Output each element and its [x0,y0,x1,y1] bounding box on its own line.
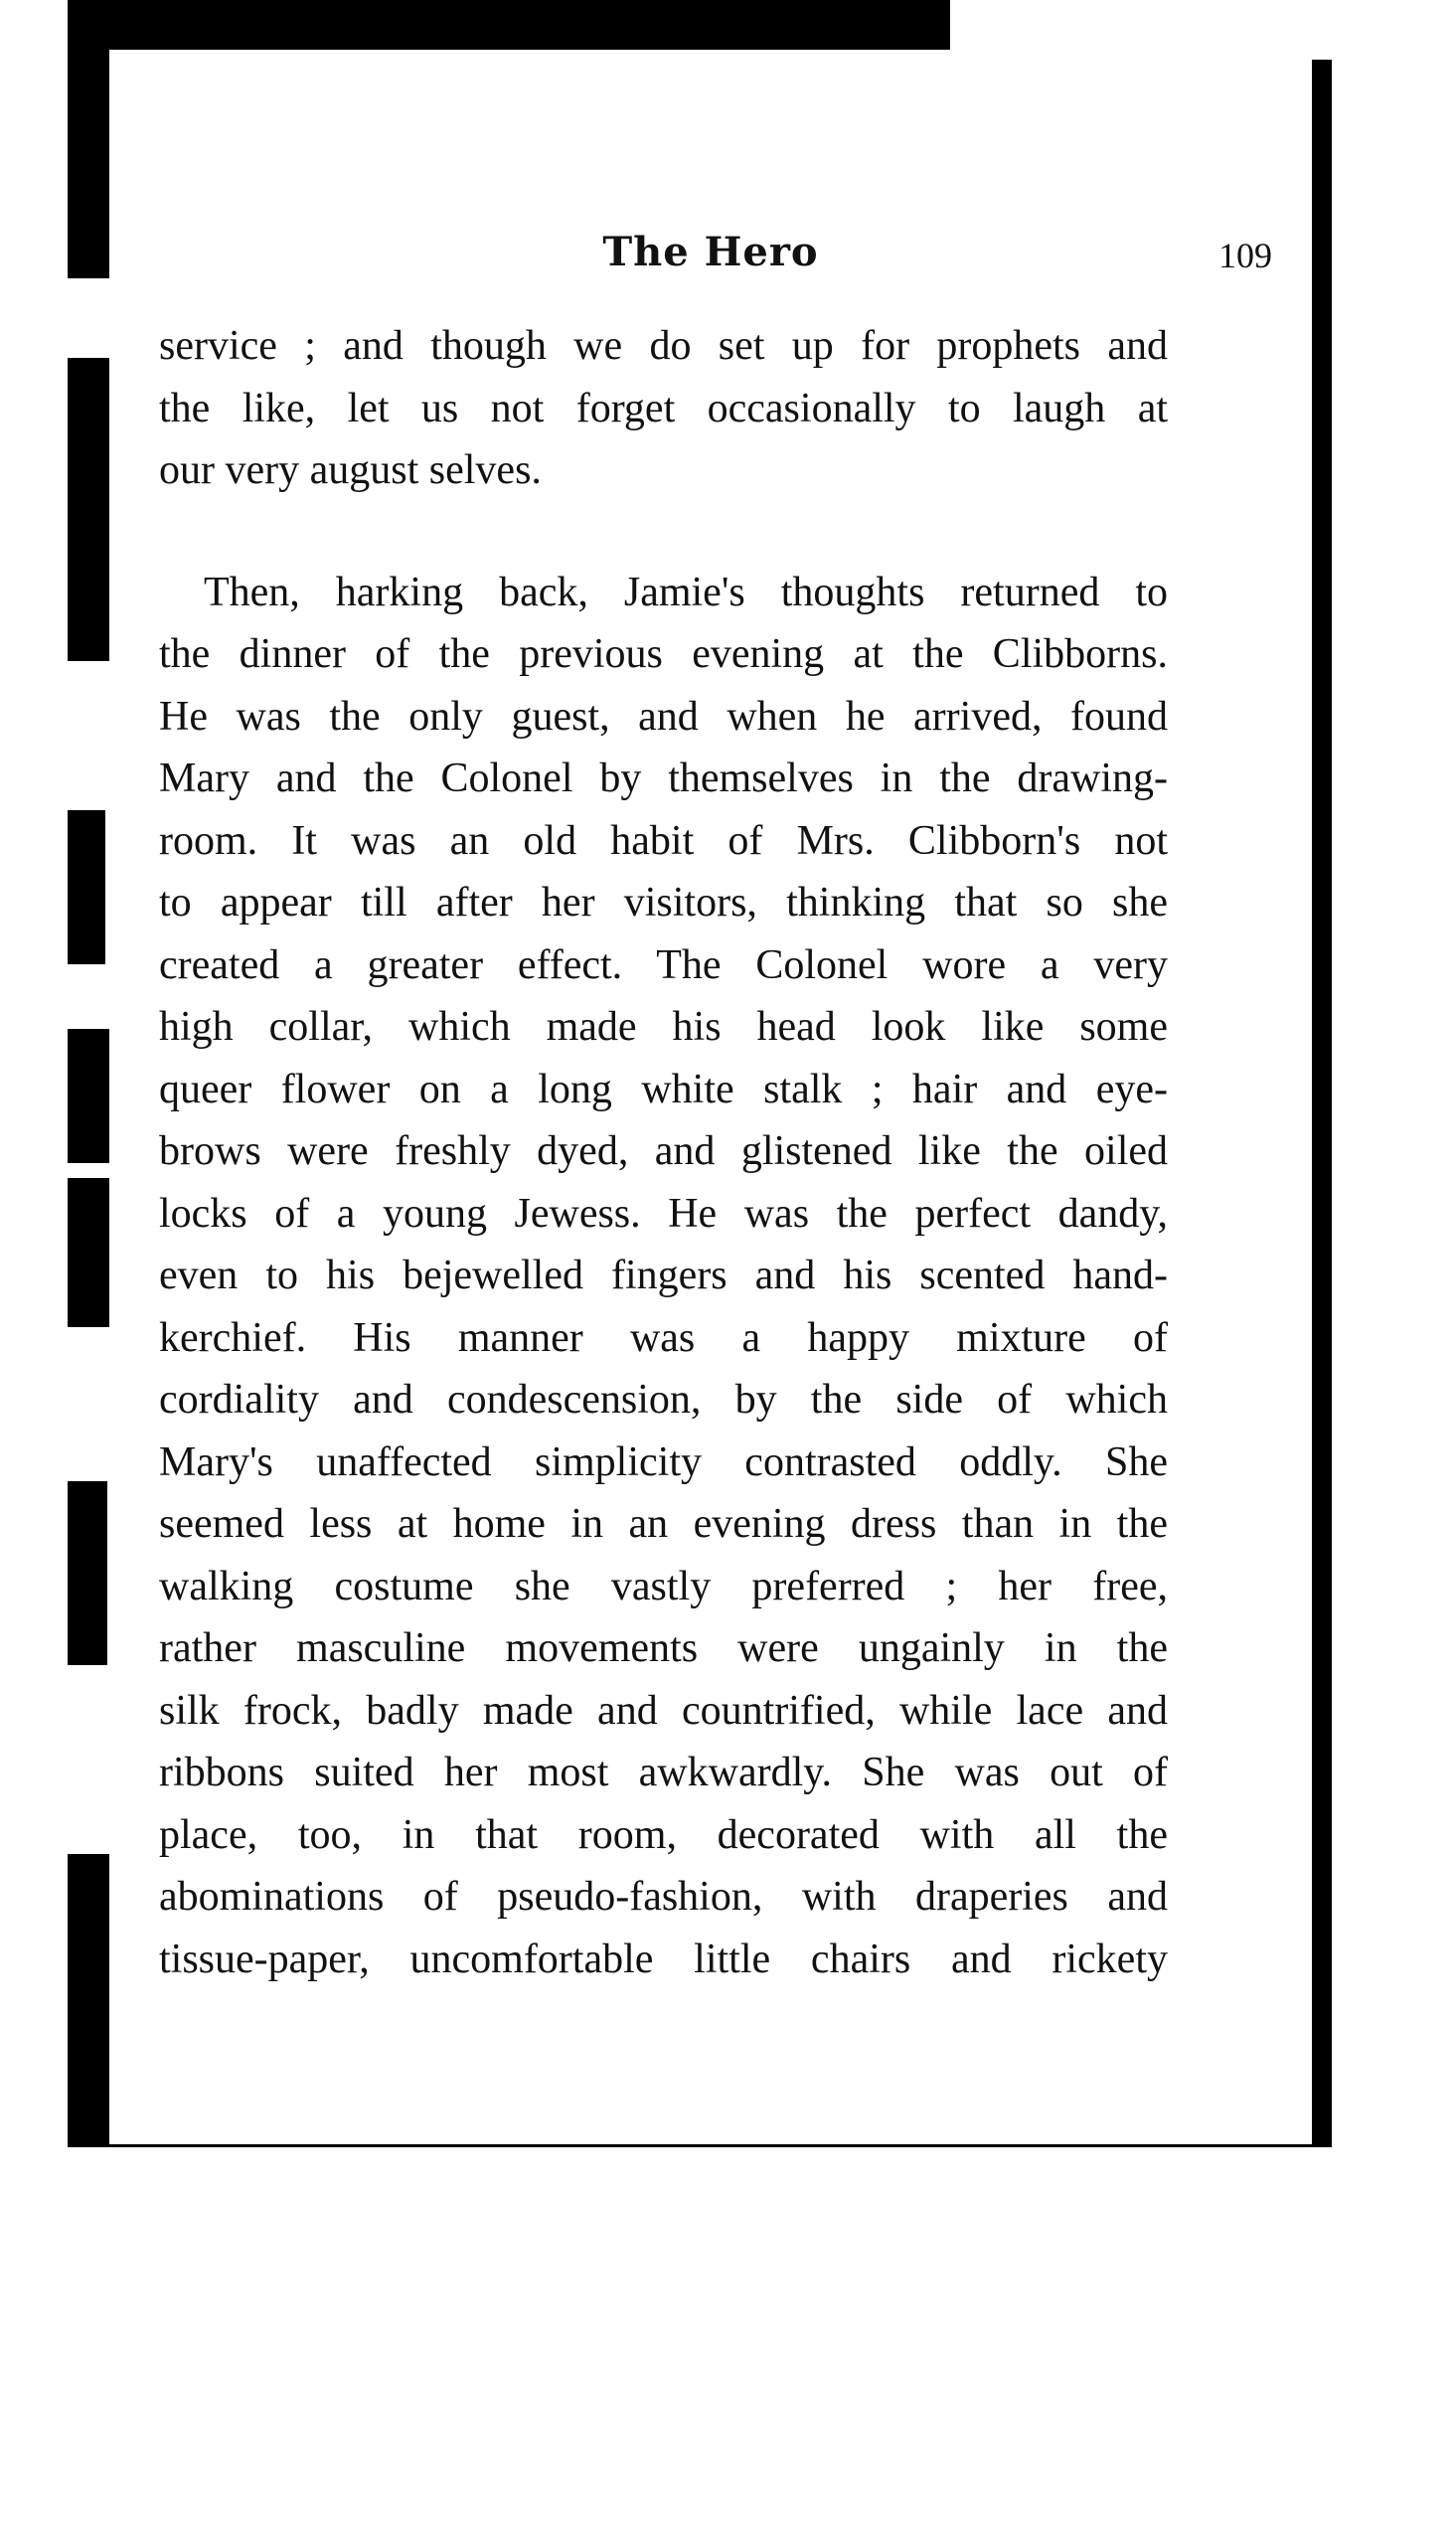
text-line: locks of a young Jewess. He was the perfect dandy, [159,1190,1168,1237]
text-line: Then, harking back, Jamie's thoughts returned to [204,569,1168,615]
text-line: place, too, in that room, decorated with all the [159,1811,1168,1858]
scan-mark-left-4 [68,1178,109,1327]
text-line: tissue-paper, uncomfortable little chairs and rickety [159,1936,1168,1982]
text-line: abominations of pseudo-fashion, with draperies and [159,1874,1168,1920]
text-line: walking costume she vastly preferred ; her free, [159,1563,1168,1609]
text-line: room. It was an old habit of Mrs. Clibborn's not [159,817,1168,864]
running-title: The Hero [602,229,819,275]
text-line: Mary's unaffected simplicity contrasted oddly. She [159,1438,1168,1485]
text-line: seemed less at home in an evening dress than in the [159,1501,1168,1547]
running-head [109,229,1312,298]
text-line: brows were freshly dyed, and glistened like the oiled [159,1128,1168,1174]
text-line: even to his bejewelled fingers and his scented hand- [159,1253,1168,1298]
scan-mark-left-3 [68,1029,111,1163]
text-line: Mary and the Colonel by themselves in the drawing- [159,756,1168,801]
scan-mark-left-2 [68,810,105,964]
scan-mark-left-1 [68,358,115,661]
text-line: service ; and though we do set up for prophets and [159,323,1168,369]
text-line: silk frock, badly made and countrified, while lace and [159,1687,1168,1734]
text-line: created a greater effect. The Colonel wore a very [159,941,1168,988]
text-line: to appear till after her visitors, thinking that so she [159,880,1168,926]
text-line: He was the only guest, and when he arrived, found [159,693,1168,740]
text-line: kerchief. His manner was a happy mixture of [159,1314,1168,1361]
scan-mark-left-5 [68,1481,107,1665]
text-line: cordiality and condescension, by the side of which [159,1377,1168,1423]
text-line: high collar, which made his head look like some [159,1004,1168,1050]
text-line: queer flower on a long white stalk ; hair and eye- [159,1066,1168,1112]
body-text [159,315,1168,1990]
paragraph-gap [159,502,1168,562]
text-line: the dinner of the previous evening at the Clibborns. [159,631,1168,677]
book-page [109,50,1312,2144]
page-number: 109 [1218,236,1272,275]
text-line: rather masculine movements were ungainly in the [159,1625,1168,1671]
text-line: the like, let us not forget occasionally to laugh at [159,385,1168,431]
text-line: our very august selves. [159,447,542,493]
text-line: ribbons suited her most awkwardly. She was out of [159,1750,1168,1795]
